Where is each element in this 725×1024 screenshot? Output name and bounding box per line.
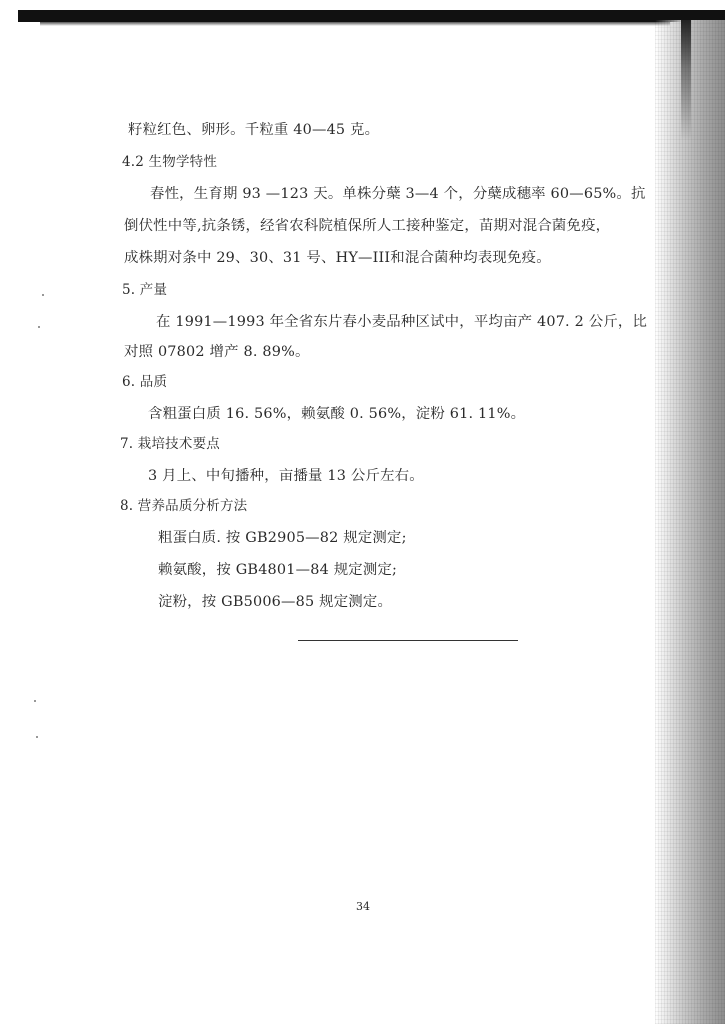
text-line: 在 1991—1993 年全省东片春小麦品种区试中，平均亩产 407. 2 公斤，比 — [156, 314, 648, 330]
text-line: 粗蛋白质. 按 GB2905—82 规定测定; — [158, 530, 407, 546]
text-line: 对照 07802 增产 8. 89%。 — [124, 344, 310, 360]
scan-speck — [38, 326, 40, 328]
section-heading: 8. 营养品质分析方法 — [120, 498, 248, 514]
text-line: 倒伏性中等,抗条锈，经省农科院植保所人工接种鉴定，苗期对混合菌免疫， — [124, 218, 611, 234]
text-line: 含粗蛋白质 16. 56%，赖氨酸 0. 56%，淀粉 61. 11%。 — [148, 406, 526, 422]
scan-speck — [36, 736, 38, 738]
scan-speck — [34, 700, 36, 702]
text-line: 籽粒红色、卵形。千粒重 40—45 克。 — [128, 122, 380, 138]
end-rule — [298, 640, 518, 641]
text-line: 3 月上、中旬播种，亩播量 13 公斤左右。 — [148, 468, 424, 484]
scan-top-border — [18, 10, 725, 22]
scan-speck — [42, 294, 44, 296]
scan-top-shadow — [40, 22, 670, 26]
text-line: 成株期对条中 29、30、31 号、HY—III和混合菌种均表现免疫。 — [124, 250, 551, 266]
scan-page-fold — [681, 20, 691, 140]
text-line: 春性，生育期 93 —123 天。单株分蘖 3—4 个，分蘖成穗率 60—65%。抗 — [150, 186, 646, 202]
section-heading: 5. 产量 — [122, 282, 168, 298]
page-number: 34 — [356, 900, 370, 913]
text-line: 淀粉，按 GB5006—85 规定测定。 — [158, 594, 393, 610]
scan-page-edge — [655, 20, 725, 1024]
section-heading: 7. 栽培技术要点 — [120, 436, 220, 452]
section-heading: 6. 品质 — [122, 374, 168, 390]
text-line: 赖氨酸，按 GB4801—84 规定测定; — [158, 562, 398, 578]
section-heading: 4.2 生物学特性 — [122, 154, 218, 170]
